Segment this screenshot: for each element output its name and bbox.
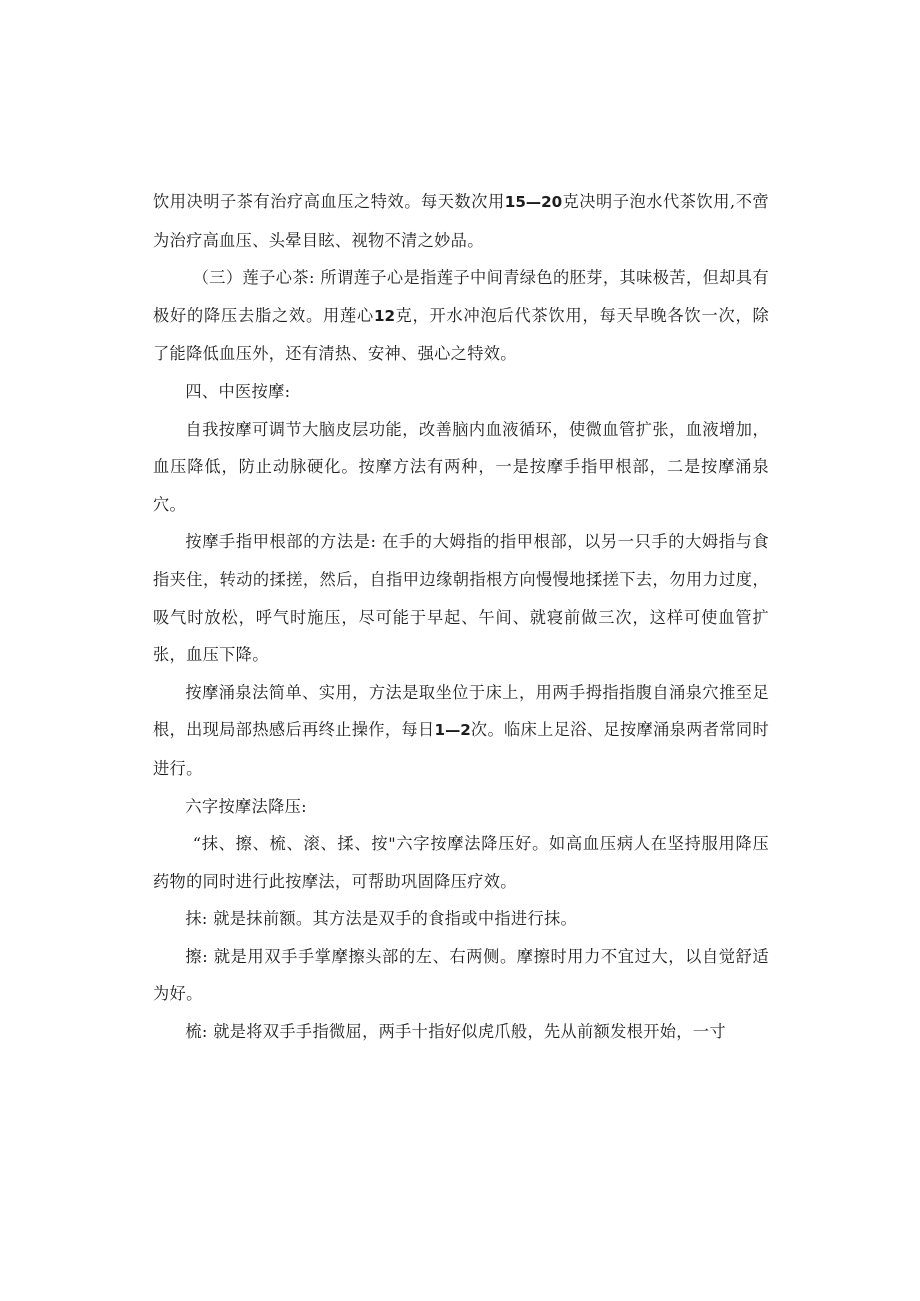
text-run: 按摩涌泉法简单、实用，方法是取坐位于床上，用两手拇指指腹自涌泉穴推至足根，出现局部热感后再终止操作，每日: [153, 682, 769, 740]
text-run: 自我按摩可调节大脑皮层功能，改善脑内血液循环，使微血管扩张，血液增加，血压降低，防止动脉硬化。按摩方法有两种，一是按摩手指甲根部，二是按摩涌泉穴。: [153, 419, 769, 514]
text-run: 梳: 就是将双手手指微屈，两手十指好似虎爪般，先从前额发根开始，一寸: [185, 1022, 726, 1042]
text-run: 四、中医按摩:: [185, 381, 291, 401]
text-run: 按摩手指甲根部的方法是: 在手的大姆指的指甲根部，以另一只手的大姆指与食指夹住，转动的揉搓，然后，自指甲边缘朝指根方向慢慢地揉搓下去，勿用力过度，吸气时放松，呼气时施压，尽可能于早起、午间、就寝前做三次，这样可使血管扩张，血压下降。: [153, 532, 769, 665]
bold-number-run: 12: [373, 306, 396, 325]
text-run: 抹: 就是抹前额。其方法是双手的食指或中指进行抹。: [185, 909, 578, 929]
bold-number-run: 15—20: [504, 193, 563, 211]
paragraph: [153, 788, 769, 826]
text-run: 饮用决明子茶有治疗高血压之特效。每天数次用: [153, 192, 505, 211]
text-run: 六字按摩法降压:: [185, 796, 307, 816]
text-run: 克决明子泡水代茶饮用,不啻为治疗高血压、头晕目眩、视物不清之妙品。: [153, 192, 769, 250]
text-run: 擦: 就是用双手手掌摩擦头部的左、右两侧。摩擦时用力不宜过大，以自觉舒适为好。: [153, 946, 769, 1004]
paragraph: [153, 411, 769, 524]
text-run: 克，开水冲泡后代茶饮用，每天早晚各饮一次，除了能降低血压外，还有清热、安神、强心之特效。: [153, 305, 769, 364]
text-run: （三）莲子心茶: 所谓莲子心是指莲子中间青绿色的胚芽，其味极苦，但却具有极好的降压去脂之效。用莲心: [153, 268, 769, 325]
paragraph: [153, 674, 769, 788]
paragraph: [153, 825, 769, 900]
text-run: 次。临床上足浴、足按摩涌泉两者常同时进行。: [153, 720, 769, 778]
paragraph: [153, 183, 769, 259]
bold-number-run: 1—2: [434, 721, 471, 740]
text-run: “抹、擦、梳、滚、揉、按"六字按摩法降压好。如高血压病人在坚持服用降压药物的同时进行此按摩法，可帮助巩固降压疗效。: [153, 834, 769, 891]
paragraph: [153, 523, 769, 673]
paragraph: [153, 259, 769, 373]
paragraph: [153, 938, 769, 1013]
paragraph: [153, 1013, 769, 1051]
paragraph: [153, 900, 769, 938]
document-text-body: [153, 183, 769, 1051]
paragraph: [153, 373, 769, 411]
